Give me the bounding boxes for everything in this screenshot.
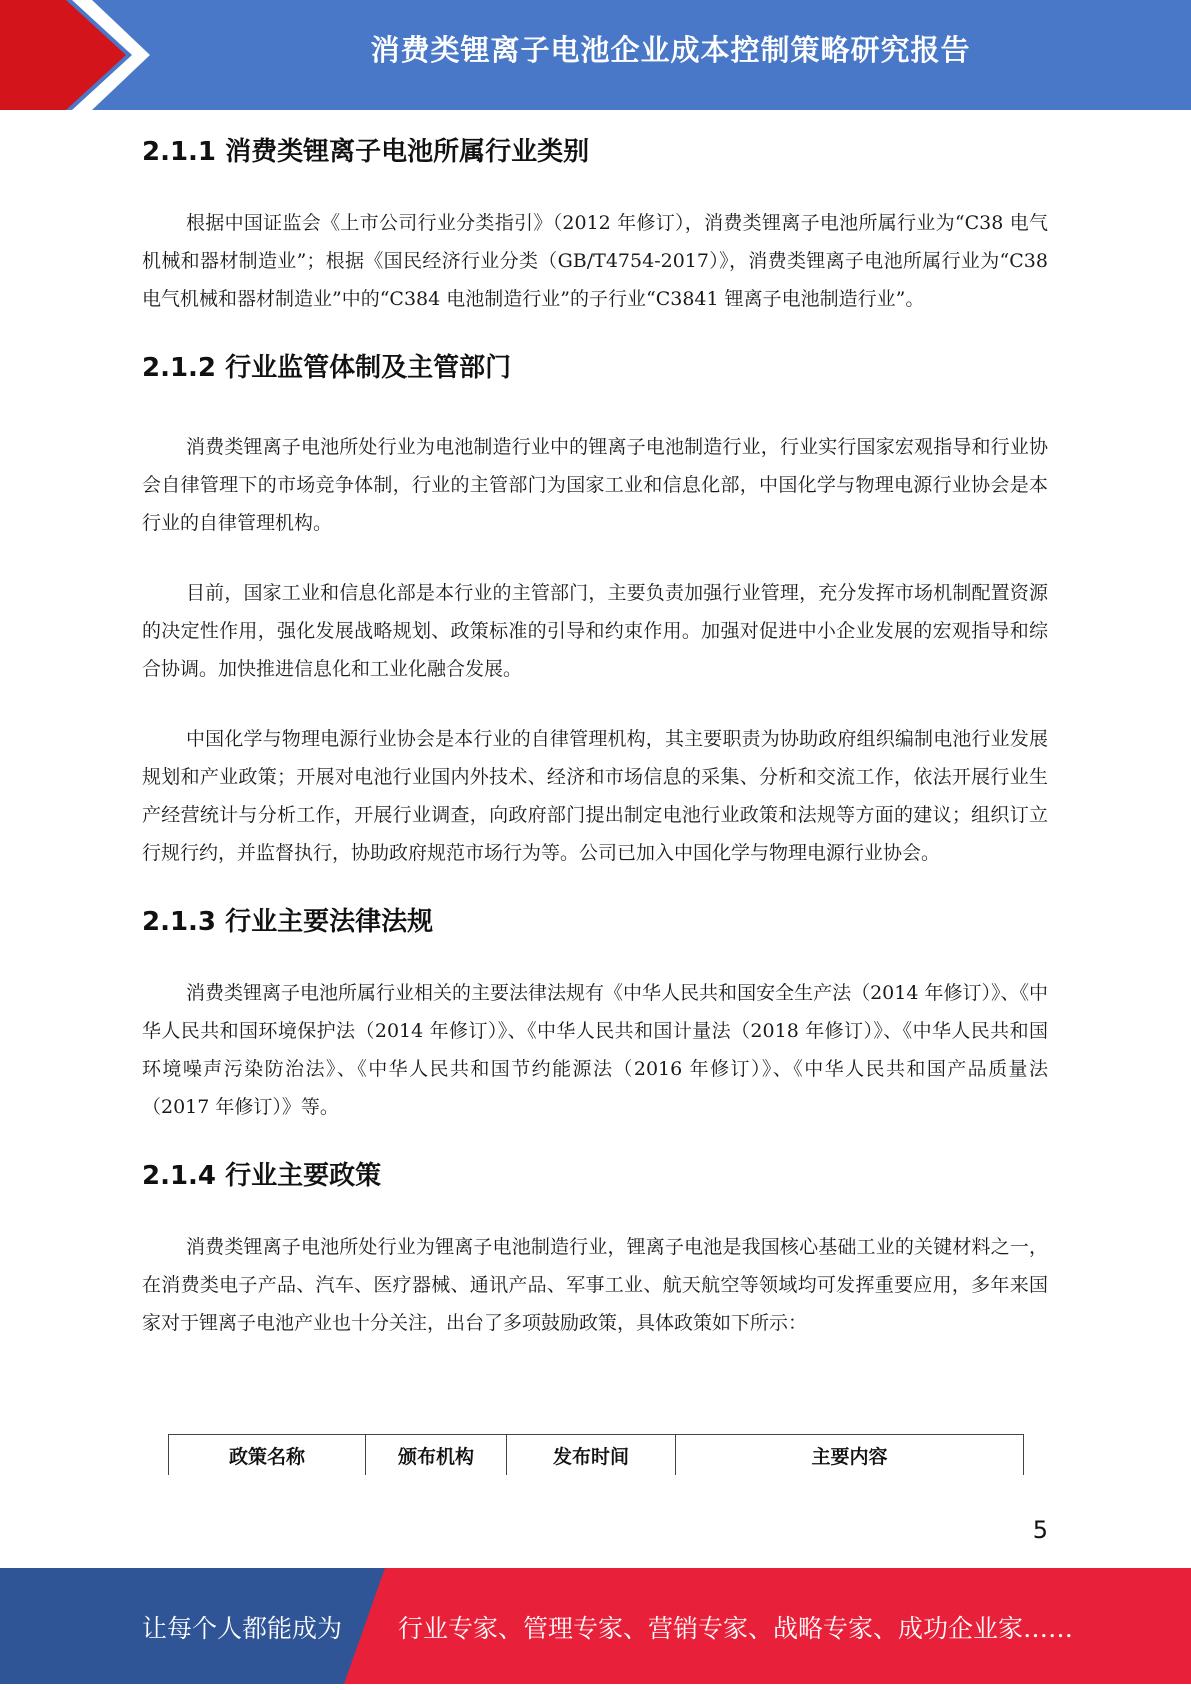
table-header-cell: 发布时间 (507, 1435, 676, 1476)
paragraph: 中国化学与物理电源行业协会是本行业的自律管理机构，其主要职责为协助政府组织编制电池行业发展规划和产业政策；开展对电池行业国内外技术、经济和市场信息的采集、分析和交流工作，依法开展行业生产经营统计与分析工作，开展行业调查，向政府部门提出制定电池行业政策和法规等方面的建议；组织订立行规行约，并监督执行，协助政府规范市场行为等。公司已加入中国化学与物理电源行业协会。 (142, 728, 1048, 864)
header-banner (0, 0, 1191, 110)
page-number: 5 (1032, 1516, 1048, 1544)
paragraph: 消费类锂离子电池所处行业为电池制造行业中的锂离子电池制造行业，行业实行国家宏观指导和行业协会自律管理下的市场竞争体制，行业的主管部门为国家工业和信息化部，中国化学与物理电源行业协会是本行业的自律管理机构。 (142, 436, 1048, 534)
report-title: 消费类锂离子电池企业成本控制策略研究报告 (370, 33, 971, 67)
paragraph: 消费类锂离子电池所处行业为锂离子电池制造行业，锂离子电池是我国核心基础工业的关键材料之一，在消费类电子产品、汽车、医疗器械、通讯产品、军事工业、航天航空等领域均可发挥重要应用，多年来国家对于锂离子电池产业也十分关注，出台了多项鼓励政策，具体政策如下所示： (142, 1236, 1048, 1334)
table-header-cell: 主要内容 (676, 1435, 1024, 1476)
header-red-arrow (0, 0, 150, 110)
main-content (142, 120, 1048, 1342)
section-heading-2-1-3: 2.1.3 行业主要法律法规 (142, 907, 434, 937)
section-heading-2-1-1: 2.1.1 消费类锂离子电池所属行业类别 (142, 137, 590, 167)
table-header-cell: 颁布机构 (366, 1435, 507, 1476)
table-header-row (169, 1435, 1024, 1476)
paragraph: 消费类锂离子电池所属行业相关的主要法律法规有《中华人民共和国安全生产法（2014 年修订）》、《中华人民共和国环境保护法（2014 年修订）》、《中华人民共和国计量法（2018 年修订）》、《中华人民共和国环境噪声污染防治法》、《中华人民共和国节约能源法（2016 年修订）》、《中华人民共和国产品质量法（2017 年修订）》等。 (142, 982, 1048, 1118)
section-heading-2-1-2: 2.1.2 行业监管体制及主管部门 (142, 353, 512, 383)
footer-banner (0, 1568, 1191, 1684)
paragraph: 目前，国家工业和信息化部是本行业的主管部门，主要负责加强行业管理，充分发挥市场机制配置资源的决定性作用，强化发展战略规划、政策标准的引导和约束作用。加强对促进中小企业发展的宏观指导和综合协调。加快推进信息化和工业化融合发展。 (142, 582, 1048, 680)
footer-slogan-left: 让每个人都能成为 (142, 1614, 343, 1643)
policy-table (168, 1434, 1024, 1475)
section-heading-2-1-4: 2.1.4 行业主要政策 (142, 1161, 382, 1191)
footer-slogan-right: 行业专家、管理专家、营销专家、战略专家、成功企业家…… (398, 1614, 1074, 1643)
table-header-cell: 政策名称 (169, 1435, 366, 1476)
paragraph: 根据中国证监会《上市公司行业分类指引》（2012 年修订），消费类锂离子电池所属行业为“C38 电气机械和器材制造业”；根据《国民经济行业分类（GB/T4754-2017）》，消费类锂离子电池所属行业为“C38 电气机械和器材制造业”中的“C384 电池制造行业”的子行业“C3841 锂离子电池制造行业”。 (142, 212, 1048, 310)
